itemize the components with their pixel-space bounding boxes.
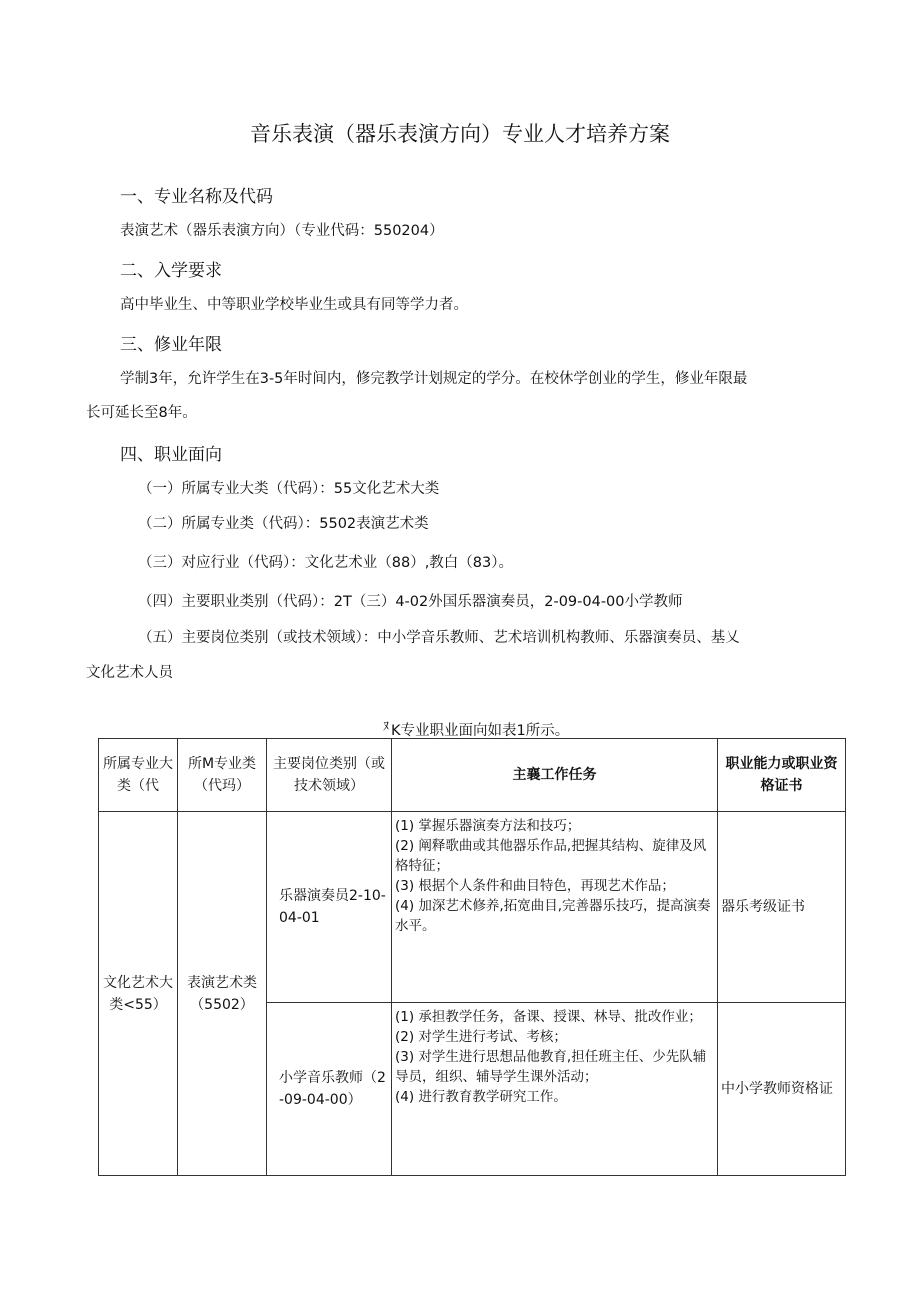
career-item-5-cont: 文化艺术人员	[86, 665, 173, 681]
section-heading-1: 一、专业名称及代码	[120, 187, 273, 207]
task-line: (2) 阐释歌曲或其他器乐作品,把握其结构、旋律及风格特征；	[395, 838, 707, 874]
study-years-line1: 学制3年，允许学生在3-5年时间内，修完教学计划规定的学分。在校休学创业的学生，修业年限最	[120, 371, 748, 387]
study-years-line2: 长可延长至8年。	[86, 405, 197, 421]
table-caption: K专业职业面向如表1所示。	[391, 723, 570, 739]
career-item-4: （四）主要职业类别（代码）：2T（三）4-02外国乐器演奏员，2-09-04-00小学教师	[138, 594, 683, 610]
career-item-2: （二）所属专业类（代码）：5502表演艺术类	[138, 516, 429, 532]
career-item-3: （三）对应行业（代码）：文化艺术业（88）,教白（83）。	[138, 555, 514, 571]
header-category: 所属专业大类（代	[99, 739, 178, 812]
header-class: 所M专业类（代玛）	[178, 739, 267, 812]
task-line: (4) 进行教育教学研究工作。	[395, 1089, 567, 1105]
admission-text: 高中毕业生、中等职业学校毕业生或具有同等学力者。	[120, 297, 468, 313]
table-header-row	[99, 739, 846, 812]
task-line: (3) 对学生进行思想品他教育,担任班主任、少先队辅导员，组织、辅导学生课外活动；	[395, 1049, 707, 1085]
cell-tasks-performer	[392, 812, 718, 1003]
task-line: (4) 加深艺术修养,拓宽曲目,完善器乐技巧，提高演奏水平。	[395, 898, 711, 934]
header-tasks: 主襄工作任务	[392, 739, 718, 812]
task-line: (3) 根据个人条件和曲目特色，再现艺术作品；	[395, 878, 675, 894]
cell-position-performer: 乐器演奏员2-10-04-01	[267, 812, 392, 1003]
cell-class: 表演艺术类（5502）	[178, 812, 267, 1176]
page-title: 音乐表演（器乐表演方向）专业人才培养方案	[250, 122, 670, 146]
header-cert: 职业能力或职业资格证书	[718, 739, 846, 812]
cell-category: 文化艺术大类<55）	[99, 812, 178, 1176]
section-heading-3: 三、修业年限	[120, 335, 222, 355]
cell-cert-teacher: 中小学教师资格证	[718, 1003, 846, 1176]
table-row	[99, 812, 846, 1003]
cell-tasks-teacher	[392, 1003, 718, 1176]
career-item-5: （五）主要岗位类别（或技术领域）：中小学音乐教师、艺术培训机构教师、乐器演奏员、基乂	[138, 630, 740, 646]
caption-mark: ﾇ	[383, 719, 390, 733]
cell-position-teacher: 小学音乐教师（2-09-04-00）	[267, 1003, 392, 1176]
major-name-text: 表演艺术（器乐表演方向）（专业代码：550204）	[120, 223, 444, 239]
career-item-1: （一）所属专业大类（代码）：55文化艺术大类	[138, 481, 440, 497]
task-line: (2) 对学生进行考试、考核；	[395, 1029, 567, 1045]
section-heading-4: 四、职业面向	[120, 445, 222, 465]
section-heading-2: 二、入学要求	[120, 261, 222, 281]
career-table	[98, 738, 846, 1176]
task-line: (1) 掌握乐器演奏方法和技巧；	[395, 818, 581, 834]
header-position: 主要岗位类别（或技术领域）	[267, 739, 392, 812]
task-line: (1) 承担教学任务，备课、授课、林导、批改作业；	[395, 1009, 702, 1025]
cell-cert-performer: 器乐考级证书	[718, 812, 846, 1003]
